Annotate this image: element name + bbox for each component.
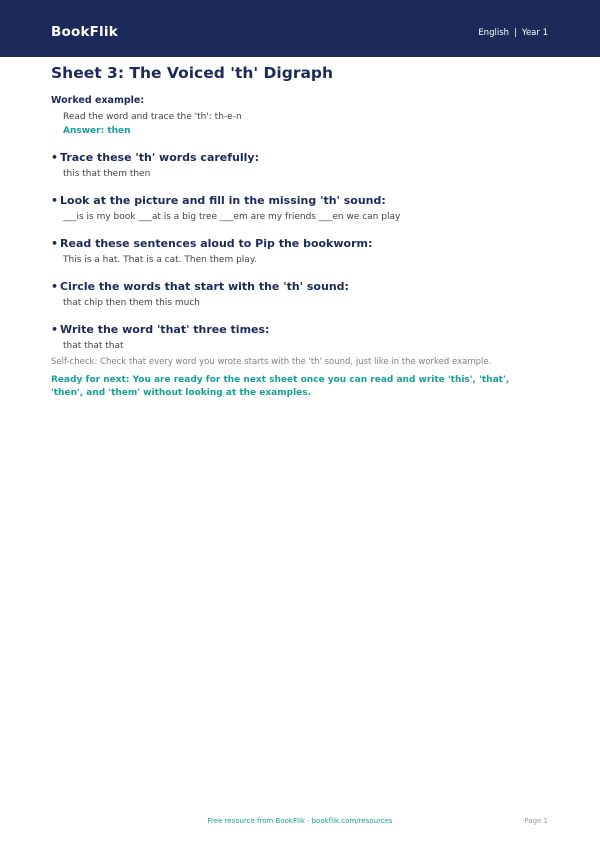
bullet: •	[51, 280, 59, 293]
self-check: Self-check: Check that every word you wrote starts with the 'th' sound, just like in the worked example.	[51, 357, 492, 367]
question-title: Read these sentences aloud to Pip the bookworm:	[60, 237, 373, 250]
question-title: Trace these 'th' words carefully:	[60, 151, 259, 164]
ready-for-next: Ready for next: You are ready for the next sheet once you can read and write 'this', 'that', 'then', and 'them' without looking at the examples.	[51, 375, 510, 398]
year-label: Year 1	[521, 28, 548, 38]
worked-example	[51, 95, 551, 136]
subject-label: English	[478, 28, 510, 38]
question-line: ___is is my book ___at is a big tree ___em are my friends ___en we can play	[63, 212, 401, 222]
question-line: that that that	[63, 341, 124, 351]
page-title: Sheet 3: The Voiced 'th' Digraph	[51, 64, 334, 82]
worksheet-content	[51, 95, 551, 400]
question-line: that chip then them this much	[63, 298, 201, 308]
question-line: this that them then	[63, 169, 151, 179]
bullet: •	[51, 323, 59, 336]
footer-text: Free resource from BookFlik · bookflik.com/resources	[207, 817, 393, 825]
bullet: •	[51, 151, 59, 164]
page-number: Page 1	[524, 817, 548, 825]
bullet: •	[51, 237, 59, 250]
question-title: Circle the words that start with the 'th' sound:	[60, 280, 349, 293]
question-title: Write the word 'that' three times:	[60, 323, 270, 336]
question-title: Look at the picture and fill in the missing 'th' sound:	[60, 194, 386, 207]
question-1	[51, 151, 551, 179]
brand-logo-text: BookFlik	[51, 24, 118, 40]
worked-example-label: Worked example:	[51, 95, 145, 106]
bullet: •	[51, 194, 59, 207]
meta-separator: |	[514, 28, 517, 38]
question-3	[51, 237, 551, 265]
worked-example-answer: Answer: then	[63, 126, 131, 136]
header-bar	[0, 0, 600, 57]
subject-year	[478, 28, 548, 38]
question-2	[51, 194, 551, 222]
worked-example-text: Read the word and trace the 'th': th-e-n	[63, 112, 242, 122]
question-5	[51, 323, 551, 351]
question-line: This is a hat. That is a cat. Then them play.	[63, 255, 257, 265]
question-4	[51, 280, 551, 308]
